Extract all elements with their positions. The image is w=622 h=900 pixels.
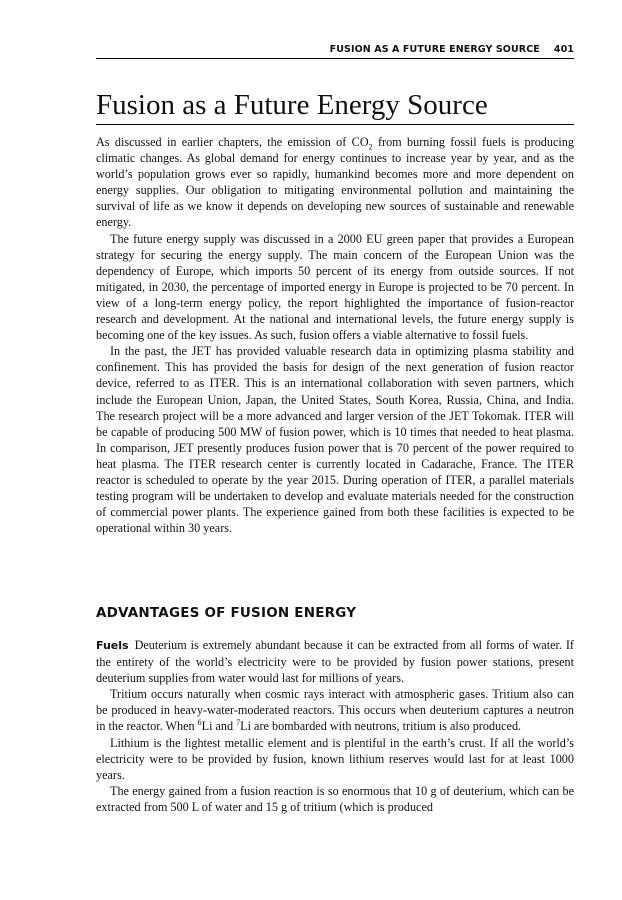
energy-gain-paragraph: The energy gained from a fusion reaction is so enormous that 10 g of deuterium, which can be extracted from 500 L of water and 15 g of tritium (which is produced — [96, 783, 574, 814]
intro-paragraph-1 — [96, 134, 574, 231]
page-number: 401 — [553, 44, 574, 55]
tritium-paragraph — [96, 686, 574, 734]
co2-subscript: 2 — [368, 142, 373, 152]
intro-paragraph-1-text-a: As discussed in earlier chapters, the emission of CO — [96, 135, 369, 149]
li6-superscript: 6 — [197, 718, 202, 728]
fuels-paragraph-text: Deuterium is extremely abundant because it can be extracted from all forms of water. If the entirety of the world’s electricity were to be provided by fusion power stations, present deuterium supplies from water would last for millions of years. — [96, 638, 574, 686]
section-heading-advantages: ADVANTAGES OF FUSION ENERGY — [96, 605, 357, 621]
lithium-paragraph: Lithium is the lightest metallic element and is plentiful in the earth’s crust. If all the world’s electricity were to be provided by fusion, known lithium reserves would last for at least 1000 years. — [96, 735, 574, 782]
intro-paragraph-2: The future energy supply was discussed in a 2000 EU green paper that provides a European strategy for securing the energy supply. The main concern of the European Union was the dependency of Europe, which imports 50 percent of its energy from outside sources. If not mitigated, in 2030, the percentage of imported energy in Europe is projected to be 70 percent. In view of a long-term energy policy, the report highlighted the importance of fusion-reactor research and development. At the national and international levels, the future energy supply is becoming one of the key issues. As such, fusion offers a viable alternative to fossil fuels. — [96, 231, 574, 343]
fuels-runin-heading: Fuels — [96, 639, 129, 652]
running-header-title: FUSION AS A FUTURE ENERGY SOURCE — [329, 44, 540, 55]
tritium-text-b: Li and — [201, 719, 237, 734]
tritium-text-a: Tritium occurs naturally when cosmic rays interact with atmospheric gases. Tritium also can be produced in heavy-water-moderated reactors. This occurs when deuterium captures a neutron in the reactor. When — [96, 687, 574, 734]
chapter-title: Fusion as a Future Energy Source — [96, 88, 574, 125]
advantages-section — [96, 637, 574, 815]
li7-superscript: 7 — [236, 718, 241, 728]
chapter-intro-section — [96, 134, 574, 536]
intro-paragraph-3: In the past, the JET has provided valuable research data in optimizing plasma stability and confinement. This has provided the basis for design of the next generation of fusion reactor device, referred to as ITER. This is an international collaboration with seven partners, which include the European Union, Japan, the United States, South Korea, Russia, China, and India. The research project will be a more advanced and larger version of the JET Tokomak. ITER will be capable of producing 500 MW of fusion power, which is 10 times that needed to heat plasma. In comparison, JET presently produces fusion power that is 70 percent of the power required to heat plasma. The ITER research center is currently located in Cadarache, France. The ITER reactor is scheduled to operate by the year 2015. During operation of ITER, a parallel materials testing program will be undertaken to develop and evaluate materials needed for the construction of commercial power plants. The experience gained from both these facilities is expected to be operational within 30 years. — [96, 344, 574, 536]
tritium-text-c: Li are bombarded with neutrons, tritium is also produced. — [240, 719, 522, 734]
fuels-paragraph — [96, 637, 574, 686]
running-header — [96, 44, 574, 59]
intro-paragraph-1-text-b: from burning fossil fuels is producing climatic changes. As global demand for energy continues to increase year by year, and as the world’s population grows ever so rapidly, humankind becomes more and more dependent on energy supplies. Our obligation to mitigating environmental pollution and maintaining the survival of life as we know it depends on developing new sources of sustainable and renewable energy. — [96, 135, 574, 230]
